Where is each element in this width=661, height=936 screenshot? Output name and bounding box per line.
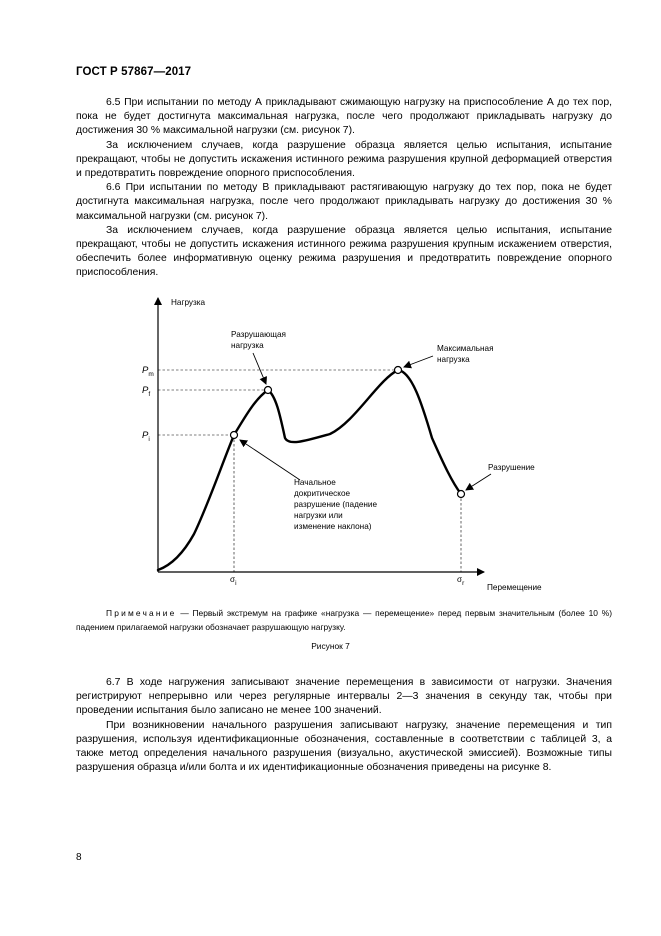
annotation-failure: Разрушение [488,463,535,472]
document-header: ГОСТ Р 57867—2017 [76,66,192,78]
marker-failure [458,491,465,498]
page-number: 8 [76,852,82,863]
marker-breaking-load [265,387,272,394]
arrow-failure [466,474,491,490]
figure-note [76,606,612,634]
figure-caption: Рисунок 7 [311,641,350,651]
paragraph-6-6: 6.6 При испытании по методу В прикладывают растягивающую нагрузку до тех пор, пока не будет достигнута максимальная нагрузка, после чего продолжают прикладывать нагрузку до достижения 30 % максимальной нагрузки (см. рисунок 7). [76,182,612,222]
body-text-bottom [76,676,612,775]
note-label: Примечание [106,608,177,618]
guide-lines [158,370,461,572]
annotation-breaking-load: Разрушающая нагрузка [231,330,286,350]
marker-max-load [395,367,402,374]
y-axis-label: Нагрузка [171,298,206,307]
marker-initial-damage [231,432,238,439]
tick-pf: $P_f$ [142,385,151,398]
tick-pm: $P_m$ [142,365,154,378]
arrow-initial-damage [240,440,300,480]
annotation-max-load: Максимальная нагрузка [437,344,494,364]
tick-pi: $P_i$ [142,430,150,443]
x-axis-label: Перемещение [487,583,542,592]
paragraph-initial-damage: При возникновении начального разрушения записывают нагрузку, значение перемещения и тип разрушения, используя идентификационные обозначения, составленные в соответствии с таблицей 3, а также метод определения начального разрушения (визуально, акустической эмиссией). Возможные типы разрушения образца и/или болта и их идентификационные обозначения приведены на рисунке 8. [76,719,612,774]
tick-sigma-i: $\sigma_i$ [230,575,237,587]
load-displacement-curve [158,370,461,570]
paragraph-6-5-exception: За исключением случаев, когда разрушение образца является целью испытания, испытание прекращают, чтобы не допустить искажения истинного режима разрушения крупной деформацией отверстия и предотвратить повреждение опорного приспособления. [76,139,612,180]
annotation-initial-damage: Начальное докритическое разрушение (падение нагрузки или изменение наклона) [294,478,378,531]
note-text: — Первый экстремум на графике «нагрузка — перемещение» перед первым значительным (более 10 %) падением прилагаемой нагрузки обозначает разрушающую нагрузку. [76,608,612,632]
arrow-max-load [404,356,433,367]
arrow-breaking-load [253,353,266,384]
paragraph-6-6-exception: За исключением случаев, когда разрушение образца является целью испытания, испытание прекращают, чтобы не допустить искажения истинного режима разрушения крупным искажением отверстия, обеспечить более информативную оценку режима разрушения и предотвратить повреждение опорного приспособления. [76,224,612,279]
paragraph-6-5: 6.5 При испытании по методу А прикладывают сжимающую нагрузку на приспособление А до тех пор, пока не будет достигнута максимальная нагрузка, после чего продолжают прикладывать нагрузку до достижения 30 % максимальной нагрузки (см. рисунок 7). [76,97,612,137]
paragraph-6-7: 6.7 В ходе нагружения записывают значение перемещения в зависимости от нагрузки. Значения регистрируют непрерывно или через регулярные интервалы 2—3 значения в секунду так, чтобы при проведении испытания было записано не менее 100 значений. [76,677,612,717]
tick-sigma-r: $\sigma_r$ [457,575,465,587]
